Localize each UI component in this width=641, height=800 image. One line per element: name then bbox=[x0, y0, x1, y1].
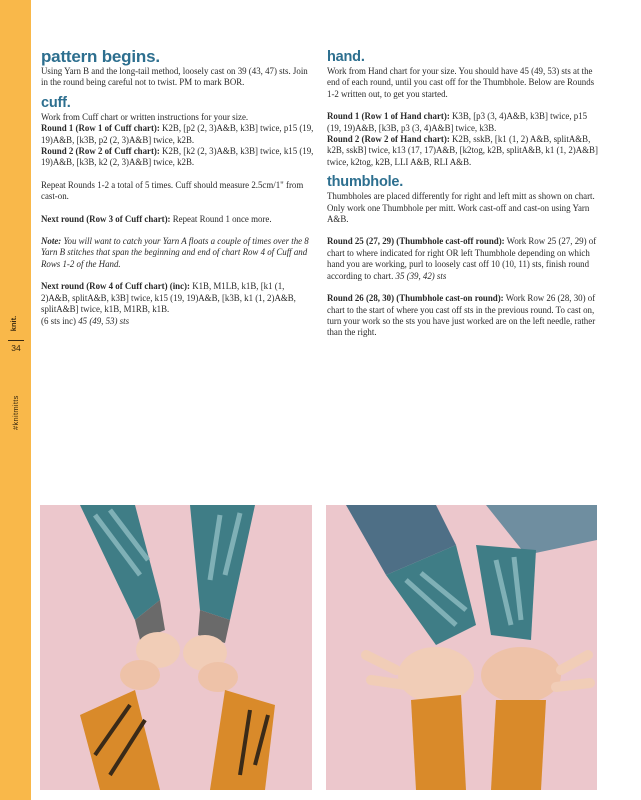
increase-count: (6 sts inc) 45 (49, 53) sts bbox=[41, 315, 130, 326]
thumbhole-cast-on: Round 26 (28, 30) (Thumbhole cast-on round): Work Row 26 (28, 30) of chart to the start of where you cast off sts in the previous round. To cast on, turn your work so the sts you have just worked are on the left needle, rather than the right. bbox=[327, 293, 596, 338]
mitts-photo-right bbox=[326, 505, 597, 790]
mitts-illustration-right bbox=[326, 505, 597, 790]
cuff-intro: Work from Cuff chart or written instructions for your size. bbox=[41, 111, 249, 122]
cuff-round-1: Round 1 (Row 1 of Cuff chart): K2B, [p2 (2, 3)A&B, k3B] twice, p15 (19, 19)A&B, [k3B, p2 (2, 3)A&B] twice, k2B. bbox=[41, 123, 314, 145]
heading-thumbhole: thumbhole. bbox=[327, 174, 404, 191]
hand-intro: Work from Hand chart for your size. You should have 45 (49, 53) sts at the end of each round, until you cast off for the Thumbhole. Below are Rounds 1-2 written out, to get you started. bbox=[327, 66, 595, 99]
heading-cuff: cuff. bbox=[41, 94, 71, 111]
heading-hand: hand. bbox=[327, 49, 365, 65]
right-column bbox=[327, 48, 600, 339]
cuff-round-4: Next round (Row 4 of Cuff chart) (inc): K1B, M1LB, k1B, [k1 (1, 2)A&B, splitA&B, k3B] twice, k15 (19, 19)A&B, [k3B, k1 (1, 2)A&B, splitA&B] twice, k1B, M1RB, k1B. bbox=[41, 281, 296, 315]
cast-on-instructions: Using Yarn B and the long-tail method, loosely cast on 39 (43, 47) sts. Join in the round being careful not to twist. PM to mark BOR. bbox=[41, 66, 308, 88]
thumbhole-intro: Thumbholes are placed differently for right and left mitt as shown on chart. Only work one Thumbhole per mitt. Work cast-off and cast-on using Yarn A&B. bbox=[327, 191, 595, 225]
sidebar-divider bbox=[8, 340, 24, 341]
cuff-round-3: Next round (Row 3 of Cuff chart): Repeat Round 1 once more. bbox=[41, 213, 272, 224]
sidebar-hashtag: #knitmitts bbox=[11, 395, 20, 430]
footer-watermark: PassionForum.ru bbox=[568, 788, 633, 798]
page-number: 34 bbox=[11, 343, 21, 353]
left-column bbox=[41, 48, 314, 327]
hand-round-2: Round 2 (Row 2 of Hand chart): K2B, sskB, [k1 (1, 2) A&B, splitA&B, k2B, sskB] twice, k13 (17, 17)A&B, [k2tog, k2B, splitA&B, k1 (1, 2)A&B] twice, k2tog, k2B, LLI A&B, RLI A&B. bbox=[327, 134, 598, 167]
cuff-repeat: Repeat Rounds 1-2 a total of 5 times. Cuff should measure 2.5cm/1" from cast-on. bbox=[41, 179, 304, 202]
page-sidebar bbox=[0, 0, 31, 800]
sidebar-brand: knit. bbox=[9, 315, 19, 332]
mitts-illustration-left bbox=[40, 505, 312, 790]
mitts-photo-left bbox=[40, 505, 312, 790]
heading-pattern-begins: pattern begins. bbox=[41, 47, 160, 66]
hand-round-1: Round 1 (Row 1 of Hand chart): K3B, [p3 (3, 4)A&B, k3B] twice, p15 (19, 19)A&B, [k3B, p3 (3, 4)A&B] twice, k3B. bbox=[327, 111, 588, 133]
cuff-round-2: Round 2 (Row 2 of Cuff chart): K2B, [k2 (2, 3)A&B, k3B] twice, k15 (19, 19)A&B, [k3B, k2 (2, 3)A&B] twice, k2B. bbox=[41, 146, 314, 168]
floats-note: Note: You will want to catch your Yarn A floats a couple of times over the 8 Yarn B stitches that span the beginning and end of chart Row 4 of Cuff and Rows 1-2 of the Hand. bbox=[41, 236, 309, 269]
thumbhole-cast-off: Round 25 (27, 29) (Thumbhole cast-off round): Work Row 25 (27, 29) of chart to where indicated for right OR left Thumbhole depending on which hand you are working, purl to loosely cast off 10 (10, 11) sts, finish round according to chart. 35 (39, 42) sts bbox=[327, 236, 597, 281]
